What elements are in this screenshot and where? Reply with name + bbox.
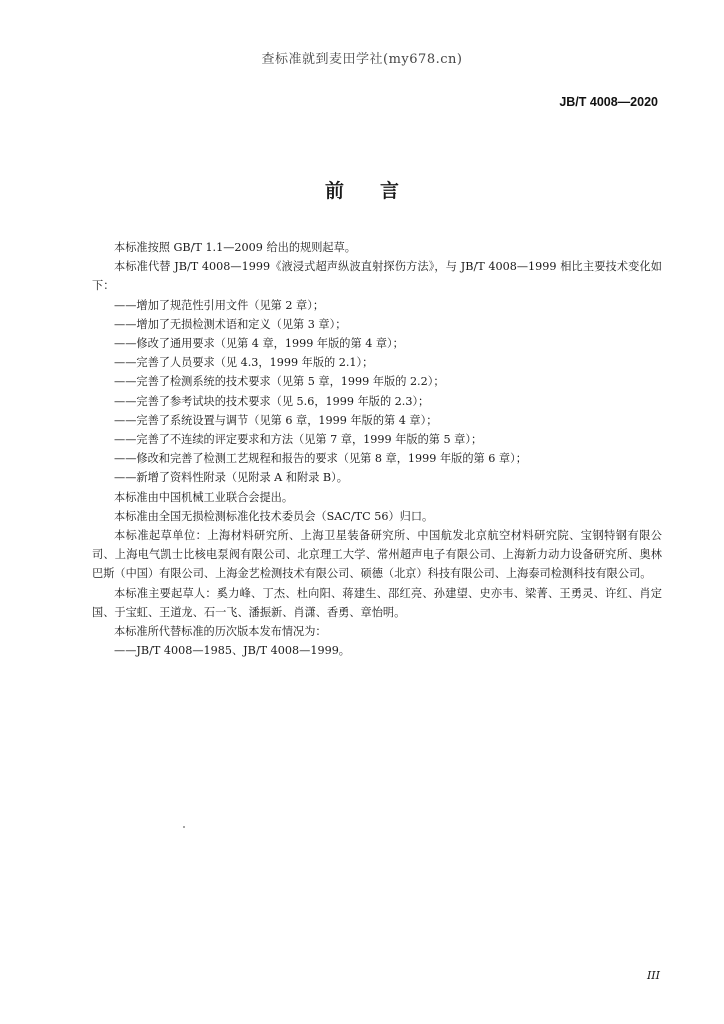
- list-item: ——修改了通用要求（见第 4 章，1999 年版的第 4 章）；: [114, 337, 404, 351]
- page-title: 前言: [324, 180, 435, 202]
- document-body: [92, 238, 662, 660]
- list-item: ——增加了规范性引用文件（见第 2 章）；: [114, 298, 325, 312]
- list-item: ——增加了无损检测术语和定义（见第 3 章）；: [114, 317, 347, 331]
- paragraph-drafting-rule: 本标准按照 GB/T 1.1—2009 给出的规则起草。: [114, 241, 356, 254]
- paragraph-drafting-units: 本标准起草单位：上海材料研究所、上海卫星装备研究所、中国航发北京航空材料研究院、宝钢特钢有限公司、上海电气凯士比核电泵阀有限公司、北京理工大学、常州超声电子有限公司、上海新力动力设备研究所、奥林巴斯（中国）有限公司、上海金艺检测技术有限公司、硕德（北京）科技有限公司、上海泰司检测科技有限公司。: [92, 529, 662, 581]
- changes-list: [92, 296, 662, 488]
- paragraph-replacement: 本标准代替 JB/T 4008—1999《液浸式超声纵波直射探伤方法》，与 JB/T 4008—1999 相比主要技术变化如下：: [92, 260, 662, 293]
- list-item: ——完善了参考试块的技术要求（见 5.6，1999 年版的 2.3）；: [114, 394, 430, 408]
- document-number: JB/T 4008—2020: [559, 95, 658, 109]
- page-number: III: [646, 969, 660, 982]
- list-item: ——新增了资料性附录（见附录 A 和附录 B）。: [114, 471, 348, 485]
- list-item: ——完善了系统设置与调节（见第 6 章，1999 年版的第 4 章）；: [114, 413, 438, 427]
- paragraph-history-intro: 本标准所代替标准的历次版本发布情况为：: [114, 625, 327, 639]
- history-item: ——JB/T 4008—1985、JB/T 4008—1999。: [114, 644, 350, 658]
- list-item: ——完善了检测系统的技术要求（见第 5 章，1999 年版的 2.2）；: [114, 375, 445, 389]
- paragraph-proposer: 本标准由中国机械工业联合会提出。: [114, 490, 294, 504]
- list-item: ——修改和完善了检测工艺规程和报告的要求（见第 8 章，1999 年版的第 6 章）；: [114, 452, 527, 466]
- list-item: ——完善了人员要求（见 4.3，1999 年版的 2.1）；: [114, 356, 374, 370]
- watermark-text: 查标准就到麦田学社(my678.cn): [261, 52, 463, 67]
- scan-speck: [183, 826, 185, 828]
- paragraph-committee: 本标准由全国无损检测标准化技术委员会（SAC/TC 56）归口。: [114, 509, 434, 523]
- list-item: ——完善了不连续的评定要求和方法（见第 7 章，1999 年版的第 5 章）；: [114, 433, 483, 447]
- paragraph-drafters: 本标准主要起草人：奚力峰、丁杰、杜向阳、蒋建生、邵红亮、孙建望、史亦韦、梁菁、王勇灵、许红、肖定国、于宝虹、王道龙、石一飞、潘振新、肖潇、香勇、章怡明。: [92, 586, 662, 619]
